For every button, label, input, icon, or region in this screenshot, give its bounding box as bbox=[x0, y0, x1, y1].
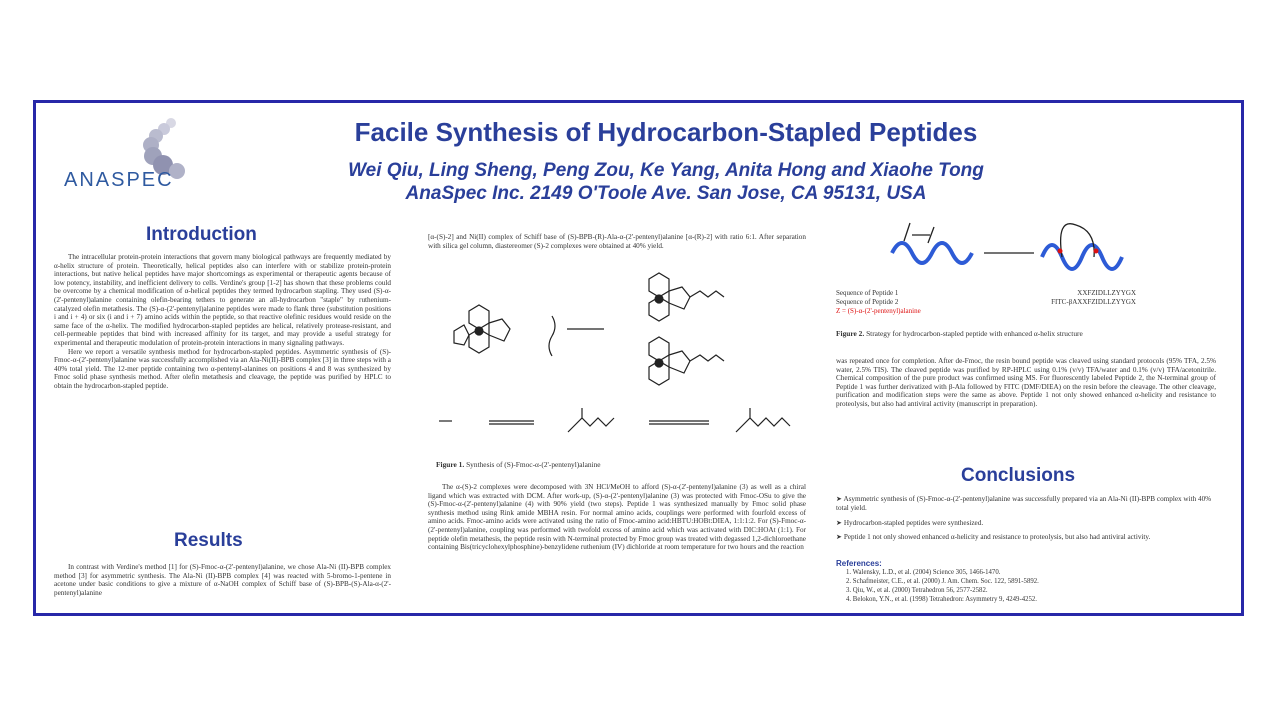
sequence-note: Z = (S)-α-(2'-pentenyl)alanine bbox=[836, 307, 921, 315]
figure2-caption-text: Strategy for hydrocarbon-stapled peptide with enhanced α-helix structure bbox=[866, 329, 1083, 338]
reference-item: 2. Schafmeister, C.E., et al. (2000) J. Am. Chem. Soc. 122, 5891-5892. bbox=[846, 578, 1039, 585]
ni-complex-structure bbox=[454, 305, 510, 353]
sequence-row-1 bbox=[836, 289, 1136, 298]
conclusion-item: ➤ Asymmetric synthesis of (S)-Fmoc-α-(2'-pentenyl)alanine was successfully prepared via an Ala-Ni (II)-BPB complex with 40% total yield. bbox=[836, 495, 1212, 512]
middle-top-text: [α-(S)-2] and Ni(II) complex of Schiff base of (S)-BPB-(R)-Ala-α-(2'-pentenyl)alanine [α-(R)-2] with ratio 6:1. After separation with silica gel column, diastereomer (S)-2 complexes were obtained at 40% yield. bbox=[428, 233, 806, 250]
figure1-caption bbox=[436, 460, 601, 469]
references bbox=[836, 559, 1221, 604]
figure2-helix-diagram bbox=[884, 211, 1134, 281]
poster-authors bbox=[206, 159, 1126, 205]
figure2-caption bbox=[836, 329, 1083, 338]
middle-bottom-text: The α-(S)-2 complexes were decomposed with 3N HCl/MeOH to afford (S)-α-(2'-pentenyl)alanine (3) as well as a chiral ligand which was extracted with DCM. After work-up, (S)-α-(2'-pentenyl)alanine (3) was protected with Fmoc-OSu to give the (S)-Fmoc-α-(2'-pentenyl)alanine (4) with 90% yield (two steps). Peptide 1 was synthesized manually by Fmoc solid phase synthesis method using Rink amide MBHA resin. For normal amino acids, couplings were performed with fourfold excess of amino acids. Fmoc-amino acids were activated using the ratio of Fmoc-amino acid:HBTU:HOBt:DIEA, 1:1:1:2. For (S)-Fmoc-α-(2'-pentenyl)alanine, coupling was performed with twofold excess of amino acid which was activated with DIC:HOAt (1:1). For peptide olefin metathesis, the peptide resin with N-terminal protected by Fmoc group was treated with degassed 1,2-dichloroethane containing Bis(tricyclohexylphosphine)-benzylidene ruthenium (IV) dichloride at room temperature for two hours and the reaction bbox=[428, 483, 806, 552]
product-s-complex bbox=[649, 273, 724, 321]
references-heading: References: bbox=[836, 559, 882, 568]
poster-title: Facile Synthesis of Hydrocarbon-Stapled Peptides bbox=[354, 117, 978, 147]
introduction-heading: Introduction bbox=[146, 224, 257, 245]
introduction-paragraph-2: Here we report a versatile synthesis method for hydrocarbon-stapled peptides. Asymmetric synthesis of (S)-Fmoc-α-(2'-pentenyl)alanine was successfully accomplished via an Ala-Ni(II)-BPB complex [3] in three steps with a 40% total yield. The 12-mer peptide containing two α-pentenyl-alanines on positions 4 and 8 was synthesized by Fmoc solid phase synthesis method. After olefin metathesis and cleavage, the peptide was purified by HPLC to obtain the hydrocarbon-stapled peptide. bbox=[54, 347, 391, 390]
conclusion-item: ➤ Peptide 1 not only showed enhanced α-helicity and resistance to proteolysis, but also had antiviral activity. bbox=[836, 533, 1151, 542]
logo-text: ANASPEC bbox=[64, 169, 174, 191]
figure1-caption-text: Synthesis of (S)-Fmoc-α-(2'-pentenyl)alanine bbox=[466, 460, 601, 469]
sequence-row-2 bbox=[836, 298, 1136, 307]
introduction-text bbox=[54, 253, 391, 391]
figure2-label: Figure 2. bbox=[836, 329, 865, 338]
affiliation: AnaSpec Inc. 2149 O'Toole Ave. San Jose, CA 95131, USA bbox=[405, 183, 927, 204]
poster bbox=[33, 100, 1244, 616]
conclusions-heading: Conclusions bbox=[961, 465, 1076, 486]
results-text: In contrast with Verdine's method [1] for (S)-Fmoc-α-(2'-pentenyl)alanine, we chose Ala-Ni (II)-BPB complex method [3] for asymmetric synthesis. The Ala-Ni (II)-BPB complex [4] was reacted with 5-bromo-1-pentene in acetone under basic conditions to give a mixture of α-NaOH complex of Schiff base of (S)-BPB-(S)-Ala-α-(2'-pentenyl)alanine bbox=[54, 563, 391, 597]
figure1-label: Figure 1. bbox=[436, 460, 465, 469]
reference-item: 1. Walensky, L.D., et al. (2004) Science 305, 1466-1470. bbox=[846, 569, 1001, 576]
results-heading: Results bbox=[174, 530, 243, 551]
introduction-paragraph-1: The intracellular protein-protein interactions that govern many biological pathways are frequently mediated by α-helix structure of protein. Theoretically, helical peptides also can interfere with or stabilize protein-protein interactions, but native helical peptides have major shortcomings as experimental or therapeutic agents because of low potency, instability, and inefficient delivery to cells. Verdine's group [1-2] has shown that these problems could be overcome by a chemical modification of α-helical peptides they termed hydrocarbon stapling. They used (S)-α-(2'-pentenyl)alanine containing olefin-bearing tethers to generate an all-hydrocarbon "staple" by ruthenium-catalyzed olefin metathesis. The (S)-α-(2'-pentenyl)alanine peptides were made to flank three (substitution positions i and i + 4) or six (i and i + 7) amino acids within the peptide, so that reactive olefinic residues would reside on the same face of the α-helix. The modified hydrocarbon-stapled peptides are helical, relatively protease-resistant, and cell-permeable peptides that bind with increased affinity for its target, and may provide a useful strategy for experimental and therapeutic modulation of protein-protein interactions in many signaling pathways. bbox=[54, 253, 391, 347]
right-text: was repeated once for completion. After de-Fmoc, the resin bound peptide was cleaved using standard protocols (95% TFA, 2.5% water, 2.5% TIS). The cleaved peptide was purified by RP-HPLC using 0.1% (v/v) TFA/water and 0.1% (v/v) TFA/acetonitrile. Chemical composition of the pure product was confirmed using MS. For fluorescently labeled Peptide 2, the N-terminal group of Peptide 1 was further derivatized with β-Ala followed by FITC (DMF/DIEA) on the resin before the cleavage. The other cleavage, purification and modification steps were the same as above. Peptide 1 not only showed enhanced α-helicity and resistance to proteolysis, but also had antiviral activity (manuscript in preparation). bbox=[836, 357, 1216, 408]
seq2-value: FITC-βAXXFZIDLLZYYGX bbox=[1051, 298, 1136, 306]
reference-item: 3. Qiu, W., et al. (2000) Tetrahedron 56, 2577-2582. bbox=[846, 587, 988, 594]
reference-item: 4. Belokon, Y.N., et al. (1998) Tetrahedron: Asymmetry 9, 4249-4252. bbox=[846, 596, 1038, 603]
author-list: Wei Qiu, Ling Sheng, Peng Zou, Ke Yang, Anita Hong and Xiaohe Tong bbox=[348, 160, 984, 181]
figure1-scheme bbox=[424, 271, 814, 456]
seq1-label: Sequence of Peptide 1 bbox=[836, 289, 899, 297]
conclusion-item: ➤ Hydrocarbon-stapled peptides were synthesized. bbox=[836, 518, 984, 527]
peptide-sequences bbox=[836, 289, 1136, 316]
seq2-label: Sequence of Peptide 2 bbox=[836, 298, 899, 306]
seq1-value: XXFZIDLLZYYGX bbox=[1077, 289, 1136, 297]
product-r-complex bbox=[649, 337, 724, 385]
conclusions-list bbox=[836, 495, 1221, 548]
